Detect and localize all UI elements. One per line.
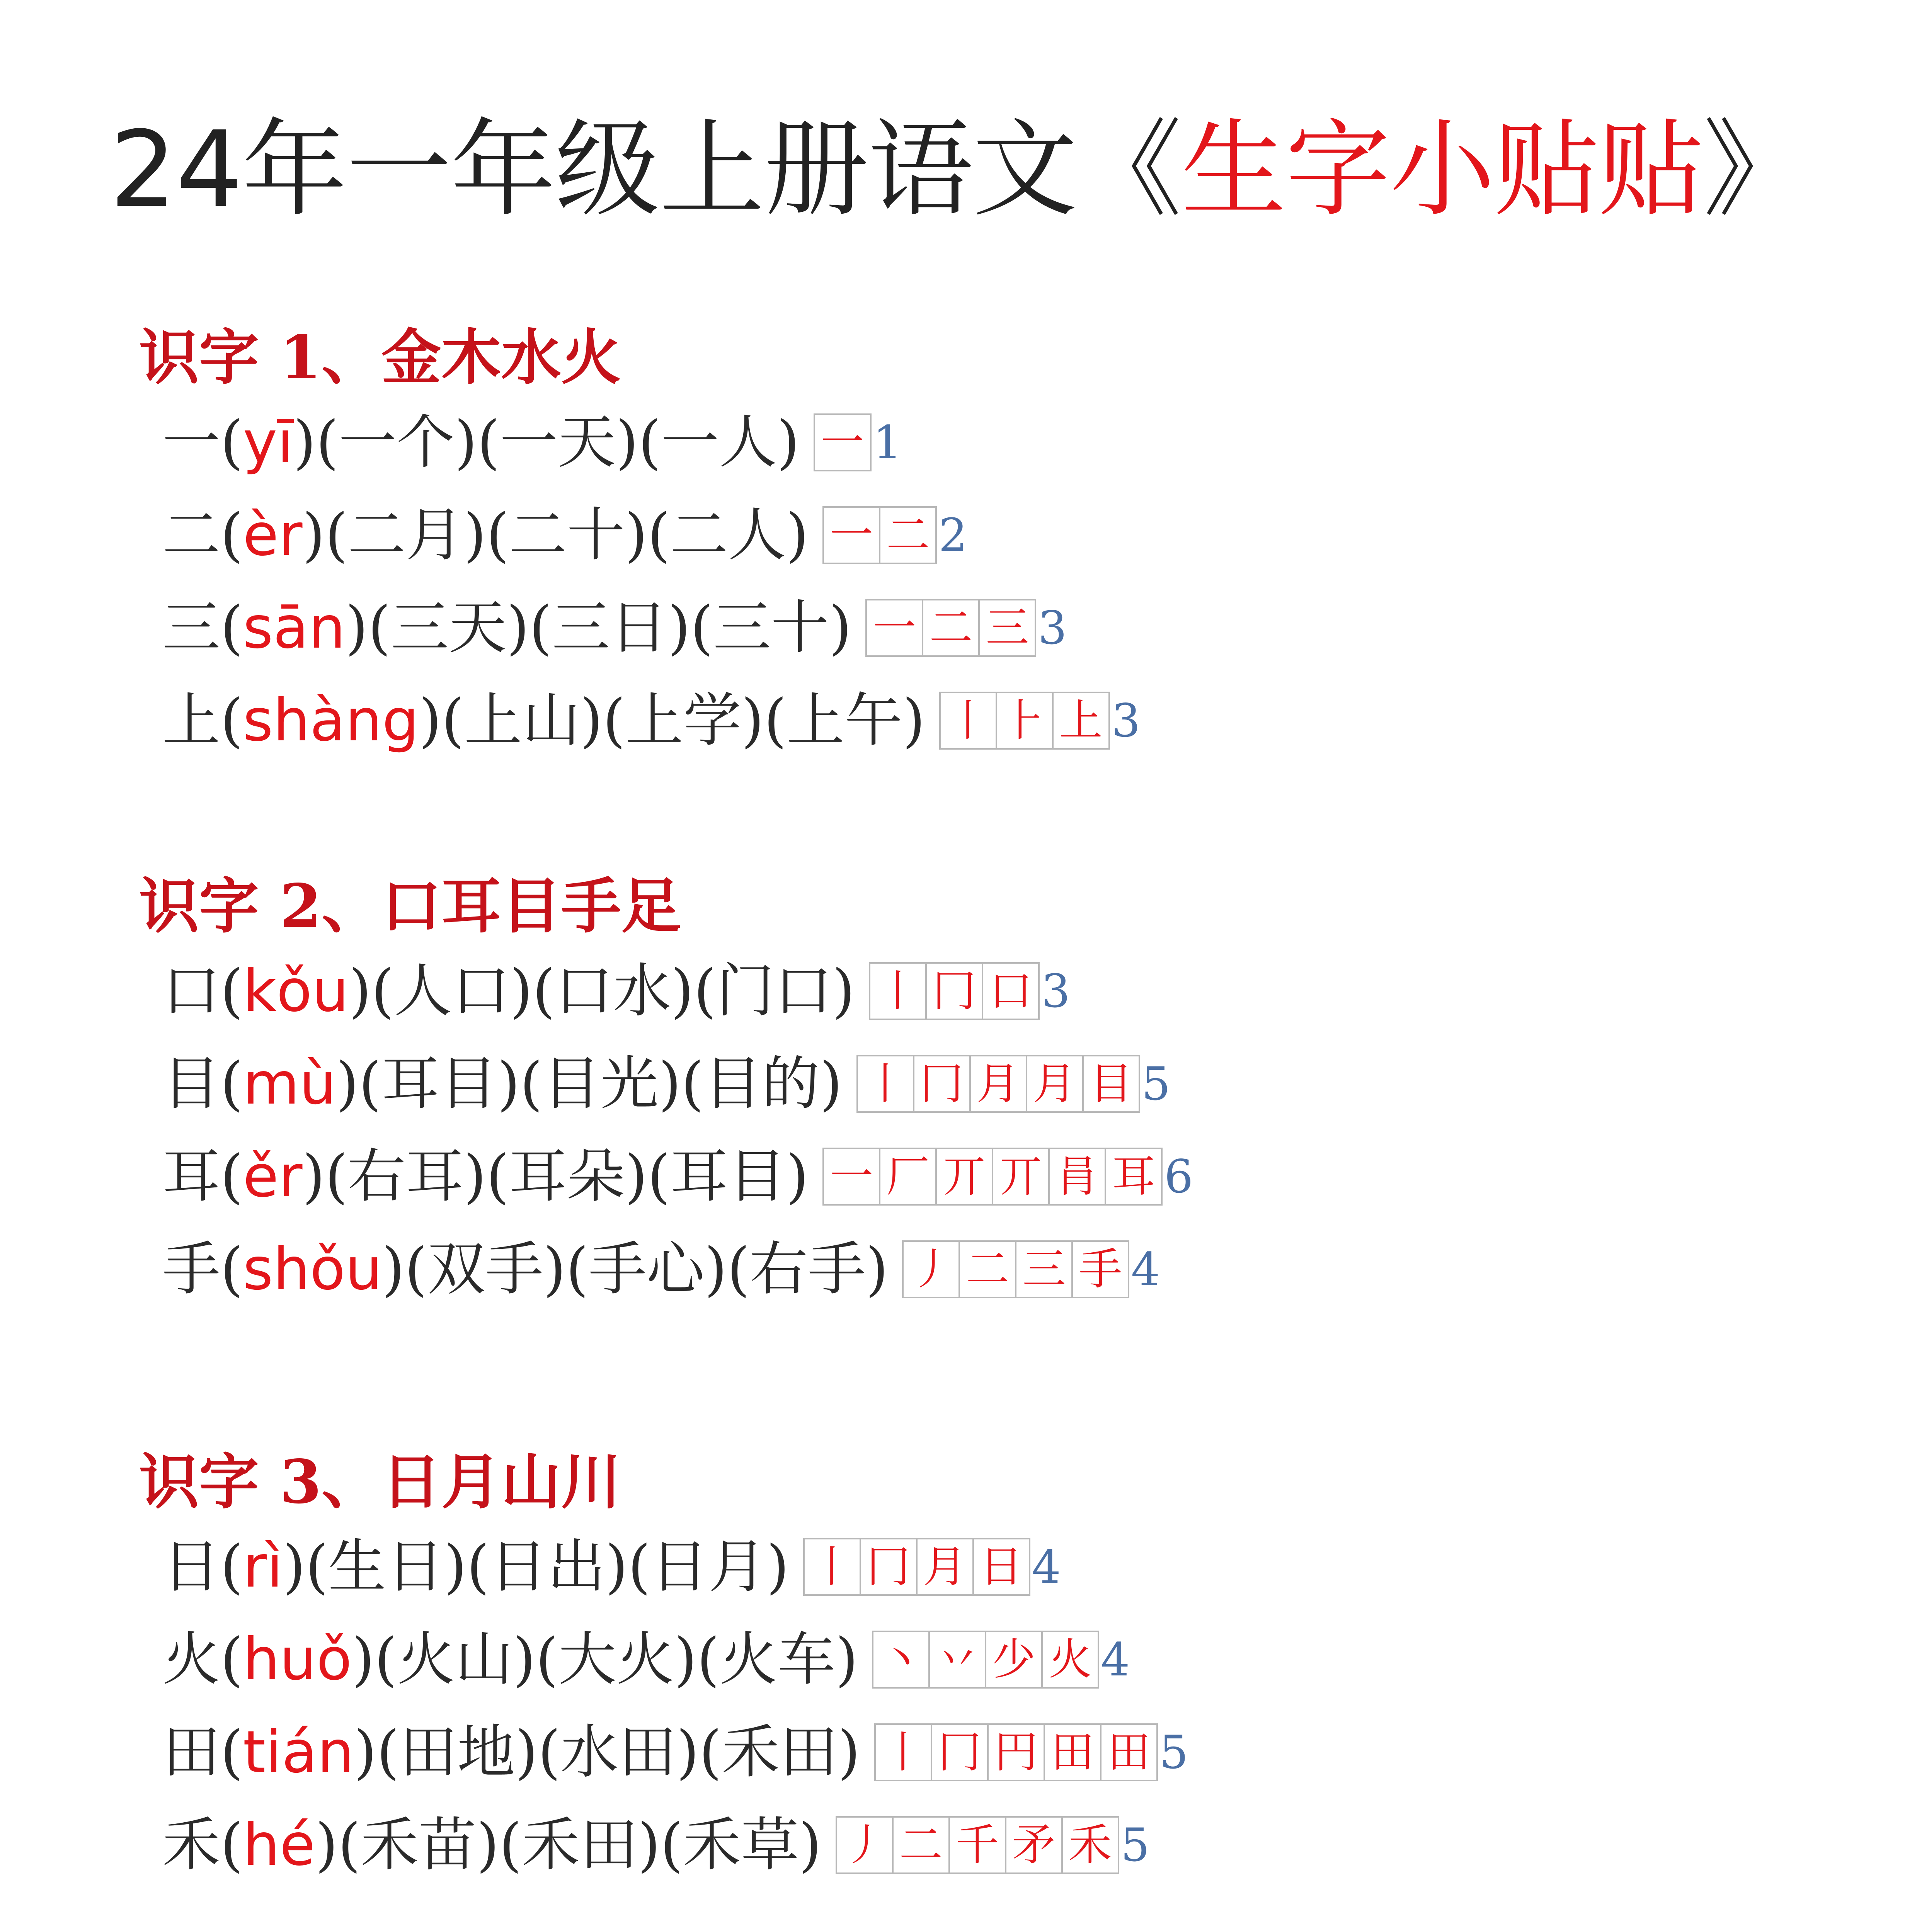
word-paren-open: ( [359, 1050, 381, 1117]
example-word: 双手 [427, 1236, 543, 1303]
stroke-step: 火 [1041, 1631, 1099, 1689]
pinyin: rì [243, 1533, 283, 1600]
example-word: 三日 [552, 594, 668, 662]
stroke-step: 田 [1100, 1723, 1158, 1781]
stroke-order-grid [867, 599, 1036, 657]
stroke-step: 二 [892, 1816, 950, 1874]
stroke-count: 4 [1131, 1243, 1160, 1296]
stroke-order-grid [815, 413, 872, 471]
word-paren-open: ( [338, 1811, 361, 1879]
stroke-step: 丌 [935, 1148, 993, 1206]
pinyin: mù [243, 1050, 336, 1117]
stroke-order-grid [941, 692, 1110, 750]
stroke-order-grid [876, 1723, 1158, 1781]
word-paren-close: ) [510, 957, 533, 1025]
stroke-step: 月 [1026, 1055, 1084, 1113]
word-paren-open: ( [660, 1811, 683, 1879]
example-word: 耳朵 [509, 1143, 625, 1210]
example-word: 二月 [347, 502, 464, 569]
paren-open: ( [220, 1533, 243, 1600]
stroke-step: 丨 [803, 1538, 861, 1596]
example-word: 一天 [500, 409, 616, 476]
page-title [0, 104, 1917, 236]
example-word: 上学 [625, 687, 742, 754]
example-word: 手心 [588, 1236, 705, 1303]
paren-close: ) [315, 1811, 338, 1879]
word-paren-close: ) [832, 957, 855, 1025]
word-paren-open: ( [371, 957, 394, 1025]
word-paren-open: ( [699, 1719, 722, 1786]
stroke-step: 上 [1052, 692, 1110, 750]
stroke-order-grid [837, 1816, 1119, 1874]
hanzi-character: 日 [162, 1533, 221, 1600]
word-paren-close: ) [463, 1143, 487, 1210]
word-paren-close: ) [671, 957, 694, 1025]
stroke-step: 丨 [856, 1055, 914, 1113]
word-paren-close: ) [513, 1626, 536, 1693]
word-paren-open: ( [305, 1533, 328, 1600]
example-word: 上山 [464, 687, 581, 754]
word-paren-close: ) [638, 1811, 661, 1879]
word-paren-close: ) [676, 1719, 699, 1786]
example-word: 田地 [399, 1719, 516, 1786]
word-paren-open: ( [486, 502, 509, 569]
stroke-step: 肙 [1048, 1148, 1106, 1206]
stroke-count: 5 [1120, 1818, 1150, 1872]
word-paren-close: ) [829, 594, 852, 662]
paren-close: ) [382, 1236, 405, 1303]
stroke-step: 二 [958, 1240, 1016, 1298]
word-paren-open: ( [316, 409, 339, 476]
example-word: 禾苗 [360, 1811, 477, 1879]
word-paren-close: ) [506, 594, 529, 662]
section-heading: 识字 1、金木水火 [139, 322, 621, 393]
pinyin: tián [243, 1719, 354, 1786]
word-paren-open: ( [603, 687, 626, 754]
word-paren-open: ( [532, 957, 555, 1025]
stroke-count: 6 [1164, 1150, 1193, 1203]
stroke-step: 二 [879, 506, 937, 564]
example-word: 日出 [489, 1533, 606, 1600]
stroke-step: 一 [822, 1148, 880, 1206]
word-paren-open: ( [325, 502, 348, 569]
word-paren-open: ( [441, 687, 465, 754]
example-word: 大火 [558, 1626, 674, 1693]
character-entry [162, 498, 967, 572]
title-highlight: 生字小贴贴 [1181, 109, 1703, 231]
example-word: 禾草 [683, 1811, 799, 1879]
character-entry [162, 684, 1141, 757]
word-paren-close: ) [444, 1533, 467, 1600]
word-paren-open: ( [520, 1050, 543, 1117]
example-word: 上午 [787, 687, 903, 754]
word-paren-close: ) [786, 1143, 809, 1210]
stroke-step: 厂 [879, 1148, 937, 1206]
character-entry [162, 954, 1070, 1028]
word-paren-open: ( [690, 594, 713, 662]
word-paren-close: ) [667, 594, 691, 662]
stroke-step: ⺊ [996, 692, 1054, 750]
paren-close: ) [349, 957, 371, 1025]
word-paren-open: ( [697, 1626, 720, 1693]
stroke-step: 丿 [836, 1816, 894, 1874]
word-paren-close: ) [543, 1236, 566, 1303]
example-word: 禾田 [522, 1811, 638, 1879]
stroke-step: 丌 [992, 1148, 1050, 1206]
hanzi-character: 火 [162, 1626, 221, 1693]
paren-close: ) [336, 1050, 359, 1117]
paren-open: ( [220, 957, 243, 1025]
example-word: 火车 [719, 1626, 836, 1693]
pinyin: ěr [243, 1143, 303, 1210]
stroke-count: 3 [1111, 694, 1141, 747]
stroke-count: 5 [1141, 1057, 1171, 1111]
word-paren-open: ( [486, 1143, 509, 1210]
word-paren-open: ( [466, 1533, 490, 1600]
example-word: 二十 [509, 502, 625, 569]
paren-close: ) [345, 594, 368, 662]
example-word: 右手 [749, 1236, 866, 1303]
example-word: 生日 [328, 1533, 444, 1600]
paren-open: ( [220, 409, 243, 476]
word-paren-close: ) [658, 1050, 681, 1117]
example-word: 耳目 [670, 1143, 786, 1210]
word-paren-open: ( [368, 594, 391, 662]
character-entry [162, 1047, 1171, 1121]
character-entry [162, 591, 1067, 665]
paren-close: ) [352, 1626, 375, 1693]
stroke-step: 矛 [1005, 1816, 1063, 1874]
paren-close: ) [354, 1719, 377, 1786]
hanzi-character: 口 [162, 957, 221, 1025]
stroke-step: 目 [1082, 1055, 1140, 1113]
character-entry [162, 1623, 1130, 1696]
word-paren-close: ) [777, 409, 800, 476]
stroke-count: 3 [1041, 964, 1071, 1018]
paren-open: ( [220, 687, 243, 754]
word-paren-open: ( [628, 1533, 651, 1600]
word-paren-open: ( [405, 1236, 427, 1303]
word-paren-open: ( [477, 409, 500, 476]
paren-close: ) [302, 502, 325, 569]
paren-close: ) [419, 687, 442, 754]
word-paren-close: ) [616, 409, 638, 476]
hanzi-character: 一 [162, 409, 221, 476]
character-entry [162, 1808, 1150, 1882]
word-paren-close: ) [625, 502, 648, 569]
stroke-step: 丿 [902, 1240, 960, 1298]
word-paren-open: ( [727, 1236, 750, 1303]
stroke-step: 冂 [913, 1055, 971, 1113]
hanzi-character: 二 [162, 502, 221, 569]
example-word: 口水 [555, 957, 671, 1025]
word-paren-close: ) [786, 502, 809, 569]
paren-open: ( [220, 1236, 243, 1303]
stroke-step: 田 [1044, 1723, 1102, 1781]
character-entry [162, 1716, 1188, 1789]
character-entry [162, 1140, 1193, 1213]
stroke-order-grid [824, 1148, 1163, 1206]
title-prefix: 24年一年级上册语文《 [109, 109, 1182, 231]
word-paren-close: ) [799, 1811, 822, 1879]
example-word: 人口 [394, 957, 510, 1025]
paren-open: ( [220, 502, 243, 569]
paren-open: ( [220, 1719, 243, 1786]
word-paren-open: ( [693, 957, 717, 1025]
stroke-step: 手 [1071, 1240, 1129, 1298]
stroke-step: 一 [822, 506, 880, 564]
example-word: 三十 [713, 594, 829, 662]
word-paren-open: ( [529, 594, 552, 662]
word-paren-close: ) [455, 409, 477, 476]
stroke-step: 三 [1015, 1240, 1073, 1298]
stroke-order-grid [870, 962, 1040, 1020]
stroke-step: 丨 [874, 1723, 932, 1781]
word-paren-close: ) [580, 687, 603, 754]
example-word: 二人 [670, 502, 786, 569]
stroke-count: 3 [1038, 601, 1067, 655]
hanzi-character: 耳 [162, 1143, 221, 1210]
word-paren-open: ( [647, 1143, 670, 1210]
example-word: 目光 [542, 1050, 659, 1117]
stroke-step: 一 [865, 599, 923, 657]
paren-open: ( [220, 1626, 243, 1693]
stroke-step: 丷 [928, 1631, 986, 1689]
stroke-order-grid [873, 1631, 1099, 1689]
paren-open: ( [220, 1811, 243, 1879]
stroke-step: 日 [972, 1538, 1030, 1596]
word-paren-close: ) [476, 1811, 499, 1879]
pinyin: shǒu [243, 1236, 382, 1303]
word-paren-close: ) [674, 1626, 697, 1693]
word-paren-open: ( [638, 409, 661, 476]
example-word: 右耳 [347, 1143, 464, 1210]
word-paren-open: ( [536, 1626, 558, 1693]
example-word: 火山 [397, 1626, 513, 1693]
word-paren-close: ) [838, 1719, 860, 1786]
example-word: 一个 [339, 409, 455, 476]
word-paren-close: ) [902, 687, 925, 754]
stroke-order-grid [824, 506, 937, 564]
paren-close: ) [302, 1143, 325, 1210]
word-paren-close: ) [497, 1050, 520, 1117]
character-entry [162, 406, 902, 479]
word-paren-open: ( [538, 1719, 561, 1786]
stroke-step: 禾 [1061, 1816, 1119, 1874]
example-word: 耳目 [381, 1050, 497, 1117]
word-paren-open: ( [647, 502, 670, 569]
pinyin: shàng [243, 687, 419, 754]
word-paren-open: ( [376, 1719, 400, 1786]
paren-open: ( [220, 1050, 243, 1117]
pinyin: hé [243, 1811, 315, 1879]
stroke-count: 1 [873, 416, 902, 469]
word-paren-close: ) [865, 1236, 889, 1303]
section-heading: 识字 2、口耳目手足 [139, 871, 681, 941]
example-word: 目的 [703, 1050, 820, 1117]
word-paren-close: ) [741, 687, 764, 754]
word-paren-open: ( [325, 1143, 348, 1210]
pinyin: sān [243, 594, 346, 662]
hanzi-character: 三 [162, 594, 221, 662]
example-word: 门口 [716, 957, 833, 1025]
character-entry [162, 1233, 1160, 1306]
hanzi-character: 上 [162, 687, 221, 754]
stroke-step: 円 [987, 1723, 1045, 1781]
stroke-step: 月 [916, 1538, 974, 1596]
hanzi-character: 禾 [162, 1811, 221, 1879]
word-paren-open: ( [566, 1236, 589, 1303]
stroke-step: 冂 [860, 1538, 918, 1596]
stroke-step: 三 [978, 599, 1036, 657]
stroke-count: 2 [938, 509, 968, 562]
character-entry [162, 1530, 1061, 1604]
stroke-count: 5 [1159, 1726, 1188, 1779]
paren-open: ( [220, 1143, 243, 1210]
stroke-step: 耳 [1105, 1148, 1163, 1206]
word-paren-close: ) [819, 1050, 843, 1117]
word-paren-close: ) [515, 1719, 538, 1786]
hanzi-character: 田 [162, 1719, 221, 1786]
title-suffix: 》 [1703, 109, 1808, 231]
word-paren-open: ( [499, 1811, 522, 1879]
example-word: 水田 [560, 1719, 677, 1786]
stroke-step: 丶 [872, 1631, 930, 1689]
paren-open: ( [220, 594, 243, 662]
word-paren-open: ( [681, 1050, 704, 1117]
pinyin: yī [243, 409, 293, 476]
pinyin: kǒu [243, 957, 349, 1025]
stroke-order-grid [805, 1538, 1030, 1596]
word-paren-open: ( [764, 687, 787, 754]
word-paren-close: ) [835, 1626, 858, 1693]
stroke-step: 月 [969, 1055, 1027, 1113]
stroke-order-grid [904, 1240, 1129, 1298]
word-paren-close: ) [625, 1143, 648, 1210]
example-word: 一人 [661, 409, 777, 476]
word-paren-close: ) [463, 502, 487, 569]
stroke-order-grid [858, 1055, 1140, 1113]
stroke-count: 4 [1101, 1633, 1130, 1686]
stroke-step: 口 [982, 962, 1040, 1020]
section-heading: 识字 3、日月山川 [139, 1446, 621, 1517]
stroke-step: 千 [948, 1816, 1006, 1874]
stroke-step: 二 [922, 599, 980, 657]
pinyin: huǒ [243, 1626, 352, 1693]
stroke-step: 少 [985, 1631, 1043, 1689]
stroke-step: 冂 [925, 962, 983, 1020]
example-word: 日月 [650, 1533, 767, 1600]
stroke-step: 丨 [939, 692, 997, 750]
stroke-count: 4 [1032, 1540, 1061, 1594]
hanzi-character: 目 [162, 1050, 221, 1117]
paren-close: ) [293, 409, 316, 476]
paren-close: ) [283, 1533, 306, 1600]
hanzi-character: 手 [162, 1236, 221, 1303]
word-paren-close: ) [704, 1236, 727, 1303]
stroke-step: 冂 [931, 1723, 989, 1781]
word-paren-close: ) [766, 1533, 789, 1600]
example-word: 三天 [390, 594, 507, 662]
word-paren-close: ) [605, 1533, 628, 1600]
example-word: 禾田 [722, 1719, 838, 1786]
stroke-step: 一 [814, 413, 872, 471]
pinyin: èr [243, 502, 303, 569]
stroke-step: 丨 [869, 962, 927, 1020]
word-paren-open: ( [375, 1626, 397, 1693]
